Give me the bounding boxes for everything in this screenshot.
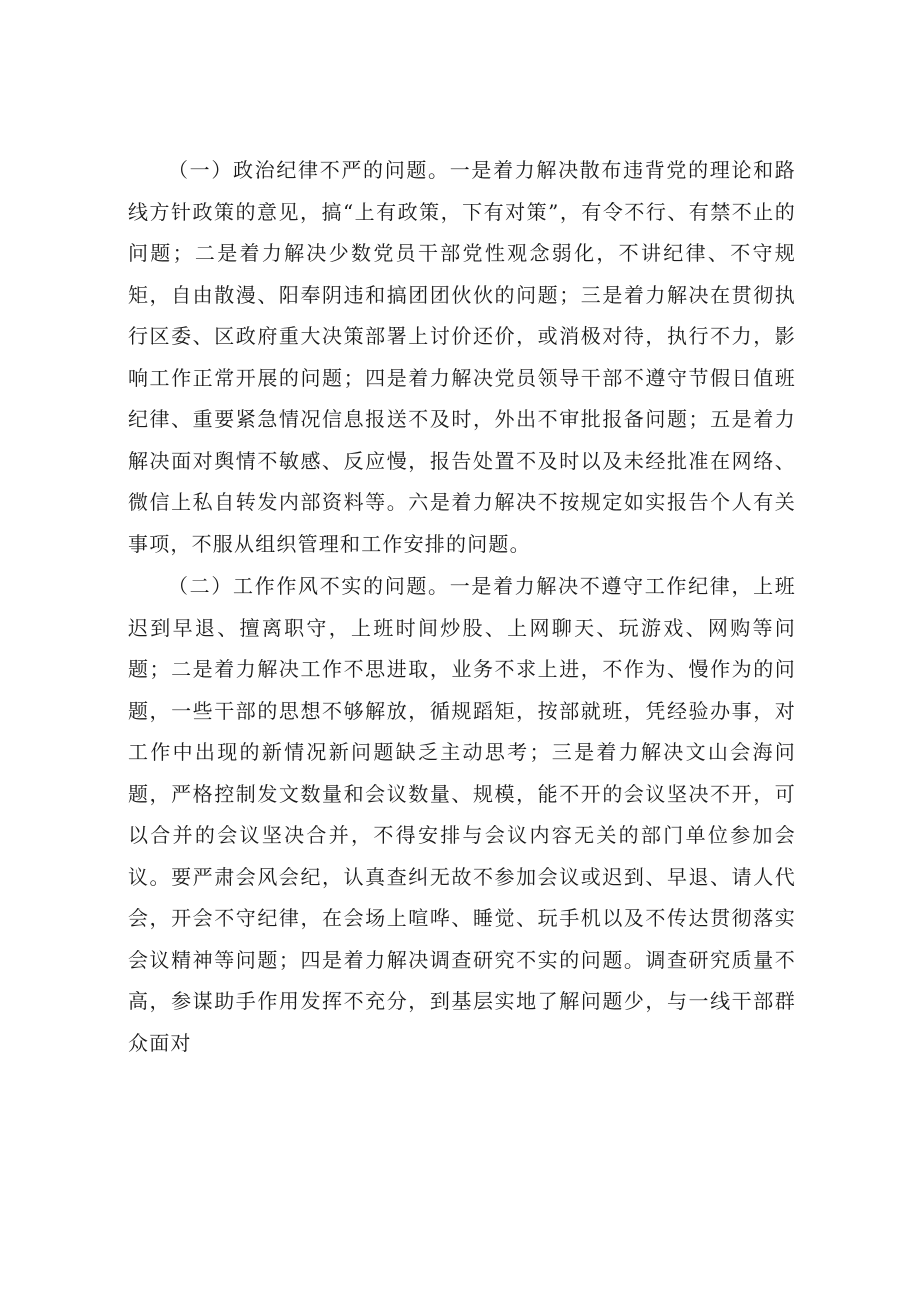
paragraph-work-style: （二）工作作风不实的问题。一是着力解决不遵守工作纪律，上班迟到早退、擅离职守，上班时间炒股、上网聊天、玩游戏、网购等问题；二是着力解决工作不思进取，业务不求上进，不作为、慢作为的问题，一些干部的思想不够解放，循规蹈矩，按部就班，凭经验办事，对工作中出现的新情况新问题缺乏主动思考；三是着力解决文山会海问题，严格控制发文数量和会议数量、规模，能不开的会议坚决不开，可以合并的会议坚决合并，不得安排与会议内容无关的部门单位参加会议。要严肃会风会纪，认真查纠无故不参加会议或迟到、早退、请人代会，开会不守纪律，在会场上喧哗、睡觉、玩手机以及不传达贯彻落实会议精神等问题；四是着力解决调查研究不实的问题。调查研究质量不高，参谋助手作用发挥不充分，到基层实地了解问题少，与一线干部群众面对 xyxy=(128,574,796,1055)
document-body xyxy=(128,150,796,1065)
paragraph-political-discipline: （一）政治纪律不严的问题。一是着力解决散布违背党的理论和路线方针政策的意见，搞“上有政策，下有对策”，有令不行、有禁不止的问题；二是着力解决少数党员干部党性观念弱化，不讲纪律、不守规矩，自由散漫、阳奉阴违和搞团团伙伙的问题；三是着力解决在贯彻执行区委、区政府重大决策部署上讨价还价，或消极对待，执行不力，影响工作正常开展的问题；四是着力解决党员领导干部不遵守节假日值班纪律、重要紧急情况信息报送不及时，外出不审批报备问题；五是着力解决面对舆情不敏感、反应慢，报告处置不及时以及未经批准在网络、微信上私自转发内部资料等。六是着力解决不按规定如实报告个人有关事项，不服从组织管理和工作安排的问题。 xyxy=(128,158,796,556)
